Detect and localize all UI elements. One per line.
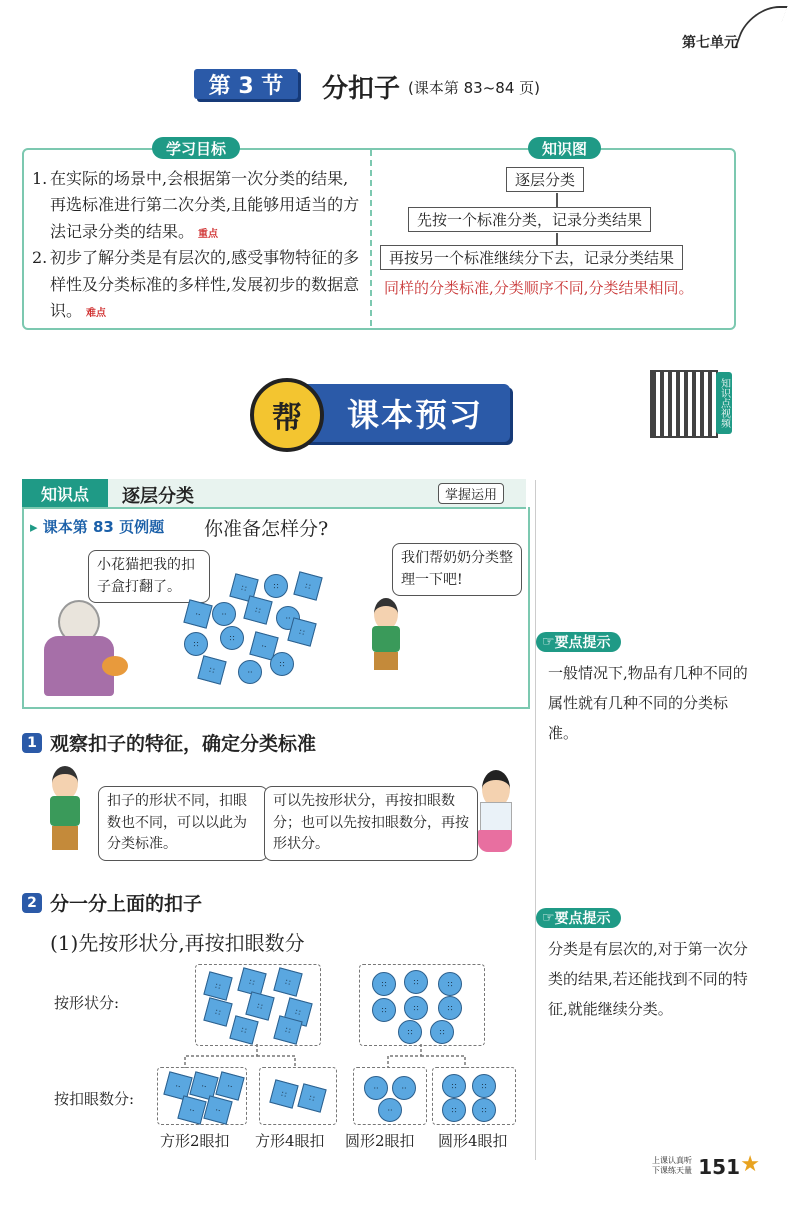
button-scatter bbox=[180, 572, 330, 682]
tip-tag-text: 要点提示 bbox=[554, 635, 611, 651]
side-column-rule bbox=[535, 480, 536, 1160]
hand-icon: ☞ bbox=[542, 910, 555, 926]
knowledge-map-tag: 知识图 bbox=[528, 137, 601, 159]
hand-icon: ☞ bbox=[542, 634, 555, 650]
round-button-icon: ∷ bbox=[438, 972, 462, 996]
tip-tag-text: 要点提示 bbox=[554, 911, 611, 927]
round-button-icon: ·· bbox=[238, 660, 262, 684]
caption: 方形2眼扣 bbox=[160, 1132, 230, 1150]
map-box-layered: 逐层分类 bbox=[506, 167, 584, 192]
section-title: 分扣子 bbox=[322, 74, 401, 104]
tip-tag bbox=[536, 908, 621, 928]
round-button-icon: ∷ bbox=[442, 1074, 466, 1098]
square-button-icon: ·· bbox=[203, 1095, 232, 1124]
step-number: 1 bbox=[22, 733, 42, 753]
example-label bbox=[30, 516, 164, 537]
square-button-icon: ∷ bbox=[297, 1083, 326, 1112]
star-icon: ★ bbox=[740, 1152, 760, 1177]
tip-text: 分类是有层次的,对于第一次分类的结果,若还能找到不同的特征,就能继续分类。 bbox=[548, 940, 748, 1018]
square-button-icon: ·· bbox=[163, 1071, 192, 1100]
goal-num: 1. bbox=[32, 169, 48, 188]
goal-list bbox=[32, 166, 362, 324]
round-button-icon: ∷ bbox=[220, 626, 244, 650]
boy-thinking-illustration bbox=[44, 766, 84, 864]
round-button-icon: ·· bbox=[392, 1076, 416, 1100]
footer-motto-line: 下课练天量 bbox=[652, 1165, 692, 1175]
banner-circle: 帮 bbox=[250, 378, 324, 452]
round-button-icon: ·· bbox=[276, 606, 300, 630]
knowledge-point-tag: 知识点 bbox=[22, 479, 108, 507]
speech-bubble-boy: 我们帮奶奶分类整理一下吧! bbox=[392, 543, 522, 596]
round-button-icon: ∷ bbox=[404, 996, 428, 1020]
square-button-icon: ∷ bbox=[293, 571, 322, 600]
goal-item bbox=[32, 245, 362, 324]
square-button-icon: ·· bbox=[177, 1095, 206, 1124]
map-note: 同样的分类标准,分类顺序不同,分类结果相同。 bbox=[384, 279, 694, 297]
round-button-icon: ∷ bbox=[404, 970, 428, 994]
round-button-icon: ∷ bbox=[442, 1098, 466, 1122]
map-arrow bbox=[556, 193, 558, 207]
banner-title bbox=[300, 384, 510, 442]
square-button-icon: ∷ bbox=[229, 1015, 258, 1044]
qr-label: 知识点视频 bbox=[716, 372, 732, 434]
step-subtitle: (1)先按形状分,再按扣眼数分 bbox=[50, 931, 305, 955]
square-button-icon: ∷ bbox=[287, 617, 316, 646]
round-button-icon: ∷ bbox=[430, 1020, 454, 1044]
round-button-icon: ·· bbox=[212, 602, 236, 626]
caption: 方形4眼扣 bbox=[255, 1132, 325, 1150]
goals-tag: 学习目标 bbox=[152, 137, 240, 159]
square-button-icon: ·· bbox=[183, 599, 212, 628]
girl-illustration bbox=[474, 770, 516, 874]
boy-illustration bbox=[366, 598, 406, 682]
speech-bubble-right: 可以先按形状分，再按扣眼数分；也可以先按扣眼数分，再按形状分。 bbox=[264, 786, 478, 861]
square-button-icon: ∷ bbox=[245, 991, 274, 1020]
key-point-marker: 重点 bbox=[198, 228, 219, 240]
square-button-icon: ∷ bbox=[237, 967, 266, 996]
difficult-point-marker: 难点 bbox=[86, 307, 107, 319]
round-button-icon: ∷ bbox=[264, 574, 288, 598]
speech-bubble-grandma: 小花猫把我的扣子盒打翻了。 bbox=[88, 550, 210, 603]
square-button-icon: ·· bbox=[249, 631, 278, 660]
round-button-icon: ·· bbox=[378, 1098, 402, 1122]
round-button-icon: ∷ bbox=[372, 972, 396, 996]
square-button-icon: ∷ bbox=[269, 1079, 298, 1108]
goal-text: 在实际的场景中,会根据第一次分类的结果,再选标准进行第二次分类,且能够用适当的方法记录分类的结果。 bbox=[50, 169, 360, 241]
round-button-icon: ·· bbox=[364, 1076, 388, 1100]
map-box-first-standard: 先按一个标准分类，记录分类结果 bbox=[408, 207, 651, 232]
triangle-icon: ▸ bbox=[30, 518, 43, 536]
round-button-icon: ∷ bbox=[472, 1098, 496, 1122]
footer-motto-line: 上课认真听 bbox=[652, 1156, 692, 1165]
square-button-icon: ·· bbox=[215, 1071, 244, 1100]
step-title: 观察扣子的特征，确定分类标准 bbox=[50, 733, 317, 755]
page-corner-decoration bbox=[734, 6, 787, 48]
tip-tag bbox=[536, 632, 621, 652]
example-label-text: 课本第 83 页例题 bbox=[42, 518, 165, 536]
mastery-level-badge: 掌握运用 bbox=[438, 483, 504, 504]
square-button-icon: ∷ bbox=[243, 595, 272, 624]
square-button-icon: ∷ bbox=[203, 997, 232, 1026]
tip-text: 一般情况下,物品有几种不同的属性就有几种不同的分类标准。 bbox=[548, 664, 748, 742]
step-number: 2 bbox=[22, 893, 42, 913]
square-button-icon: ∷ bbox=[273, 967, 302, 996]
step-title: 分一分上面的扣子 bbox=[50, 893, 203, 915]
map-arrow bbox=[556, 233, 558, 245]
round-button-icon: ∷ bbox=[270, 652, 294, 676]
speech-bubble-left: 扣子的形状不同，扣眼数也不同，可以以此为分类标准。 bbox=[98, 786, 268, 861]
square-button-icon: ∷ bbox=[283, 997, 312, 1026]
square-button-icon: ∷ bbox=[229, 573, 258, 602]
page-number: 151 bbox=[698, 1155, 740, 1179]
square-button-icon: ∷ bbox=[273, 1015, 302, 1044]
knowledge-point-title: 逐层分类 bbox=[122, 486, 194, 507]
grandma-illustration bbox=[40, 600, 130, 700]
goal-num: 2. bbox=[32, 248, 48, 268]
square-button-icon: ·· bbox=[189, 1071, 218, 1100]
round-button-icon: ∷ bbox=[472, 1074, 496, 1098]
square-button-icon: ∷ bbox=[203, 971, 232, 1000]
qr-code[interactable] bbox=[650, 370, 718, 438]
unit-label: 第七单元 bbox=[682, 35, 738, 51]
round-button-icon: ∷ bbox=[372, 998, 396, 1022]
section-badge: 第 3 节 bbox=[194, 69, 298, 99]
round-button-icon: ∷ bbox=[438, 996, 462, 1020]
row-label-holes: 按扣眼数分: bbox=[54, 1090, 135, 1108]
section-pages: (课本第 83~84 页) bbox=[408, 79, 540, 97]
goal-divider bbox=[370, 150, 372, 326]
goal-text: 初步了解分类是有层次的,感受事物特征的多样性及分类标准的多样性,发展初步的数据意识。 bbox=[50, 248, 360, 320]
footer-motto bbox=[652, 1156, 692, 1175]
square-button-icon: ∷ bbox=[197, 655, 226, 684]
round-button-icon: ∷ bbox=[398, 1020, 422, 1044]
goal-item bbox=[32, 166, 362, 245]
round-button-icon: ∷ bbox=[184, 632, 208, 656]
example-question: 你准备怎样分? bbox=[204, 518, 329, 540]
banner-title-text: 课本预习 bbox=[346, 396, 483, 434]
map-box-second-standard: 再按另一个标准继续分下去，记录分类结果 bbox=[380, 245, 683, 270]
caption: 圆形2眼扣 bbox=[345, 1132, 415, 1150]
caption: 圆形4眼扣 bbox=[438, 1132, 508, 1150]
row-label-shape: 按形状分: bbox=[54, 994, 120, 1012]
